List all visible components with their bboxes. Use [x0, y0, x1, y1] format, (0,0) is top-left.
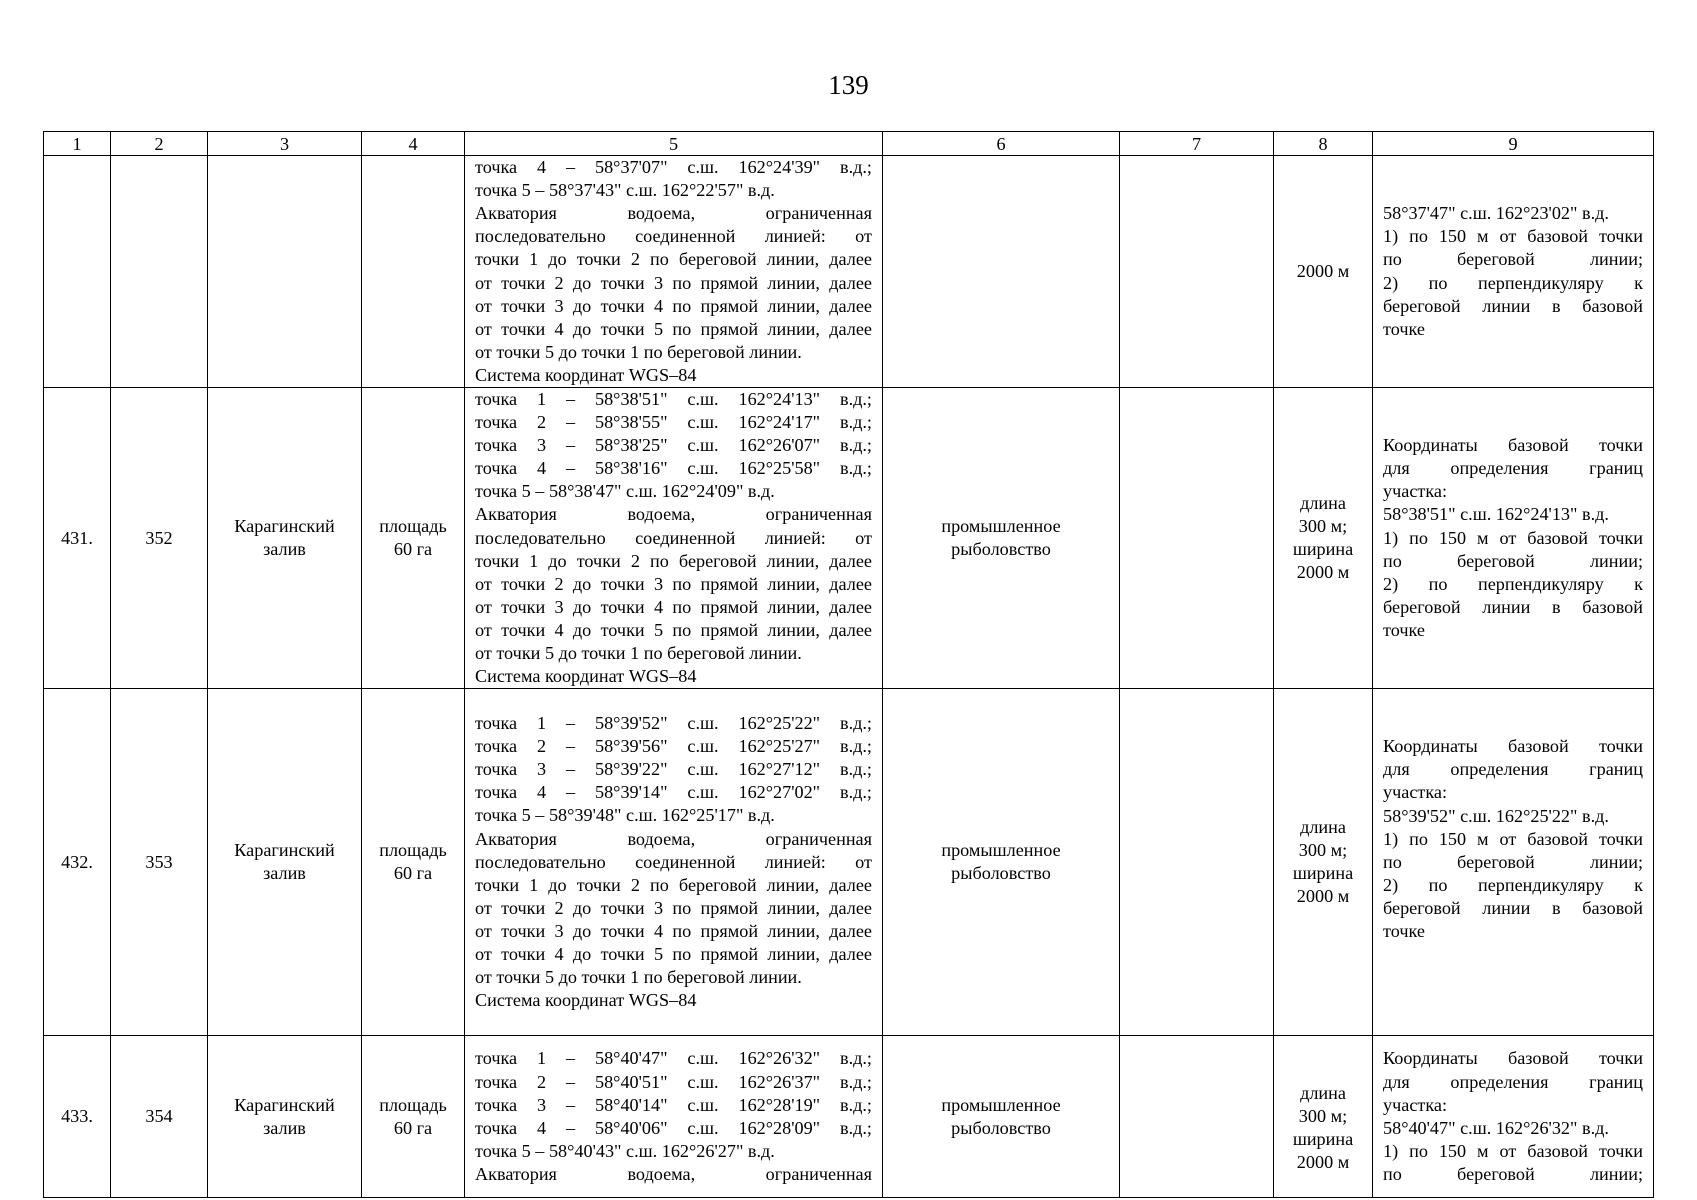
boundary-line: точка 5 – 58°37'43" с.ш. 162°22'57" в.д.	[475, 180, 775, 201]
base-point-line: 58°40'47" с.ш. 162°26'32" в.д.	[1383, 1117, 1609, 1138]
water-body-cell	[208, 388, 362, 689]
empty-cell	[1120, 689, 1274, 1036]
water-body-line: Карагинский	[234, 516, 335, 537]
fishing-areas-table	[43, 131, 1654, 1198]
boundary-description-cell	[465, 1036, 883, 1198]
base-point-line: для определения границ	[1383, 759, 1643, 780]
boundary-line: точки 1 до точки 2 по береговой линии, далее	[475, 550, 872, 571]
row-number-cell	[44, 689, 111, 1036]
dimensions-line: 300 м;	[1298, 1106, 1348, 1127]
water-body-cell	[208, 689, 362, 1036]
dimensions-cell	[1274, 156, 1373, 388]
boundary-line: точки 1 до точки 2 по береговой линии, далее	[475, 249, 872, 270]
water-body-cell	[208, 1036, 362, 1198]
boundary-line: Система координат WGS–84	[475, 666, 697, 687]
area-number-cell	[111, 156, 208, 388]
area-number: 352	[145, 527, 173, 548]
base-point-line: 58°39'52" с.ш. 162°25'22" в.д.	[1383, 805, 1609, 826]
boundary-line: от точки 4 до точки 5 по прямой линии, далее	[475, 619, 872, 640]
base-point-line: участка:	[1383, 782, 1448, 803]
boundary-line: от точки 5 до точки 1 по береговой линии.	[475, 341, 802, 362]
boundary-line: Акватория водоема, ограниченная	[475, 1163, 872, 1184]
boundary-line: точка 5 – 58°38'47" с.ш. 162°24'09" в.д.	[475, 481, 775, 502]
boundary-description-cell	[465, 689, 883, 1036]
water-body-line: залив	[263, 863, 306, 884]
base-point-cell	[1373, 1036, 1654, 1198]
base-point-line: для определения границ	[1383, 458, 1643, 479]
base-point-line: участка:	[1383, 481, 1448, 502]
column-header: 3	[208, 132, 362, 156]
boundary-line: точка 4 – 58°37'07" с.ш. 162°24'39" в.д.;	[475, 157, 872, 178]
row-number: 433.	[61, 1106, 93, 1127]
dimensions-line: длина	[1300, 492, 1346, 513]
base-point-line: 58°37'47" с.ш. 162°23'02" в.д.	[1383, 203, 1609, 224]
empty-cell	[1120, 156, 1274, 388]
base-point-line: по береговой линии;	[1383, 851, 1643, 872]
base-point-line: 1) по 150 м от базовой точки	[1383, 828, 1643, 849]
boundary-line: Система координат WGS–84	[475, 990, 697, 1011]
boundary-line: последовательно соединенной линией: от	[475, 527, 872, 548]
area-size-line: 60 га	[393, 1117, 433, 1138]
column-header: 5	[465, 132, 883, 156]
table-row	[44, 388, 1654, 689]
base-point-line: береговой линии в базовой	[1383, 596, 1643, 617]
boundary-line: от точки 4 до точки 5 по прямой линии, далее	[475, 944, 872, 965]
table-row	[44, 1036, 1654, 1198]
water-body-line: залив	[263, 539, 306, 560]
base-point-line: точке	[1383, 318, 1425, 339]
row-number-cell	[44, 1036, 111, 1198]
page-number: 139	[828, 70, 869, 100]
boundary-line: точка 2 – 58°40'51" с.ш. 162°26'37" в.д.;	[475, 1071, 872, 1092]
usage-type-line: промышленное	[941, 516, 1061, 537]
boundary-line: от точки 3 до точки 4 по прямой линии, далее	[475, 596, 872, 617]
area-size-cell	[362, 1036, 465, 1198]
base-point-line: точке	[1383, 619, 1425, 640]
base-point-line: береговой линии в базовой	[1383, 897, 1643, 918]
boundary-line: точка 1 – 58°40'47" с.ш. 162°26'32" в.д.;	[475, 1048, 872, 1069]
boundary-line: точка 2 – 58°38'55" с.ш. 162°24'17" в.д.;	[475, 412, 872, 433]
boundary-line: Система координат WGS–84	[475, 364, 697, 385]
boundary-description-cell	[465, 156, 883, 388]
base-point-cell	[1373, 388, 1654, 689]
boundary-line: точка 4 – 58°40'06" с.ш. 162°28'09" в.д.;	[475, 1117, 872, 1138]
area-number-cell	[111, 388, 208, 689]
base-point-line: для определения границ	[1383, 1071, 1643, 1092]
boundary-line: от точки 4 до точки 5 по прямой линии, далее	[475, 318, 872, 339]
dimensions-line: ширина	[1292, 863, 1354, 884]
water-body-cell	[208, 156, 362, 388]
area-size-cell	[362, 689, 465, 1036]
column-header: 8	[1274, 132, 1373, 156]
boundary-line: от точки 3 до точки 4 по прямой линии, далее	[475, 295, 872, 316]
boundary-line: точка 2 – 58°39'56" с.ш. 162°25'27" в.д.;	[475, 736, 872, 757]
base-point-line: береговой линии в базовой	[1383, 295, 1643, 316]
dimensions-line: 300 м;	[1298, 840, 1348, 861]
area-size-line: площадь	[379, 1094, 447, 1115]
column-header: 7	[1120, 132, 1274, 156]
base-point-line: 2) по перпендикуляру к	[1383, 874, 1643, 895]
boundary-line: последовательно соединенной линией: от	[475, 226, 872, 247]
boundary-line: Акватория водоема, ограниченная	[475, 828, 872, 849]
base-point-line: Координаты базовой точки	[1383, 736, 1643, 757]
area-number: 353	[145, 851, 173, 872]
area-size-line: 60 га	[393, 863, 433, 884]
dimensions-line: длина	[1300, 1083, 1346, 1104]
base-point-line: по береговой линии;	[1383, 550, 1643, 571]
table-row	[44, 689, 1654, 1036]
boundary-line: точка 3 – 58°38'25" с.ш. 162°26'07" в.д.;	[475, 435, 872, 456]
base-point-line: 2) по перпендикуляру к	[1383, 573, 1643, 594]
water-body-line: Карагинский	[234, 840, 335, 861]
boundary-line: Акватория водоема, ограниченная	[475, 504, 872, 525]
area-number-cell	[111, 1036, 208, 1198]
dimensions-line: 2000 м	[1296, 886, 1350, 907]
usage-type-line: рыболовство	[951, 1117, 1051, 1138]
usage-type-line: рыболовство	[951, 539, 1051, 560]
row-number-cell	[44, 388, 111, 689]
boundary-line: Акватория водоема, ограниченная	[475, 203, 872, 224]
base-point-line: Координаты базовой точки	[1383, 1048, 1643, 1069]
table-row	[44, 156, 1654, 388]
empty-cell	[1120, 388, 1274, 689]
column-header: 4	[362, 132, 465, 156]
dimensions-line: ширина	[1292, 1129, 1354, 1150]
area-size-cell	[362, 156, 465, 388]
boundary-line: от точки 5 до точки 1 по береговой линии.	[475, 643, 802, 664]
base-point-line: 1) по 150 м от базовой точки	[1383, 226, 1643, 247]
column-header: 9	[1373, 132, 1654, 156]
column-number-row	[44, 132, 1654, 156]
usage-type-cell	[883, 1036, 1120, 1198]
column-header: 2	[111, 132, 208, 156]
base-point-line: участка:	[1383, 1094, 1448, 1115]
boundary-line: от точки 2 до точки 3 по прямой линии, далее	[475, 272, 872, 293]
area-size-line: 60 га	[393, 539, 433, 560]
usage-type-line: промышленное	[941, 1094, 1061, 1115]
usage-type-cell	[883, 689, 1120, 1036]
base-point-line: Координаты базовой точки	[1383, 435, 1643, 456]
base-point-cell	[1373, 689, 1654, 1036]
water-body-line: Карагинский	[234, 1094, 335, 1115]
boundary-description-cell	[465, 388, 883, 689]
column-header: 1	[44, 132, 111, 156]
dimensions-line: 2000 м	[1296, 562, 1350, 583]
base-point-line: 2) по перпендикуляру к	[1383, 272, 1643, 293]
row-number: 432.	[61, 851, 93, 872]
boundary-line: точка 5 – 58°39'48" с.ш. 162°25'17" в.д.	[475, 805, 775, 826]
area-number: 354	[145, 1106, 173, 1127]
dimensions-line: длина	[1300, 817, 1346, 838]
column-header: 6	[883, 132, 1120, 156]
base-point-line: 1) по 150 м от базовой точки	[1383, 1140, 1643, 1161]
boundary-line: точки 1 до точки 2 по береговой линии, далее	[475, 874, 872, 895]
row-number: 431.	[61, 527, 93, 548]
boundary-line: точка 5 – 58°40'43" с.ш. 162°26'27" в.д.	[475, 1140, 775, 1161]
dimensions-cell	[1274, 388, 1373, 689]
base-point-cell	[1373, 156, 1654, 388]
base-point-line: точке	[1383, 920, 1425, 941]
boundary-line: от точки 3 до точки 4 по прямой линии, далее	[475, 920, 872, 941]
area-size-line: площадь	[379, 516, 447, 537]
row-number-cell	[44, 156, 111, 388]
boundary-line: точка 3 – 58°40'14" с.ш. 162°28'19" в.д.;	[475, 1094, 872, 1115]
boundary-line: точка 1 – 58°38'51" с.ш. 162°24'13" в.д.;	[475, 389, 872, 409]
area-size-line: площадь	[379, 840, 447, 861]
base-point-line: 1) по 150 м от базовой точки	[1383, 527, 1643, 548]
boundary-line: последовательно соединенной линией: от	[475, 851, 872, 872]
dimensions-cell	[1274, 1036, 1373, 1198]
boundary-line: от точки 2 до точки 3 по прямой линии, далее	[475, 573, 872, 594]
water-body-line: залив	[263, 1117, 306, 1138]
base-point-line: по береговой линии;	[1383, 1163, 1643, 1184]
base-point-line: 58°38'51" с.ш. 162°24'13" в.д.	[1383, 504, 1609, 525]
dimensions-line: 2000 м	[1296, 260, 1350, 281]
dimensions-cell	[1274, 689, 1373, 1036]
base-point-line: по береговой линии;	[1383, 249, 1643, 270]
usage-type-cell	[883, 388, 1120, 689]
boundary-line: от точки 2 до точки 3 по прямой линии, далее	[475, 897, 872, 918]
dimensions-line: 2000 м	[1296, 1152, 1350, 1173]
usage-type-line: промышленное	[941, 840, 1061, 861]
boundary-line: точка 3 – 58°39'22" с.ш. 162°27'12" в.д.;	[475, 759, 872, 780]
dimensions-line: ширина	[1292, 539, 1354, 560]
usage-type-line: рыболовство	[951, 863, 1051, 884]
dimensions-line: 300 м;	[1298, 516, 1348, 537]
empty-cell	[1120, 1036, 1274, 1198]
boundary-line: точка 1 – 58°39'52" с.ш. 162°25'22" в.д.;	[475, 713, 872, 734]
area-number-cell	[111, 689, 208, 1036]
boundary-line: от точки 5 до точки 1 по береговой линии.	[475, 967, 802, 988]
boundary-line: точка 4 – 58°39'14" с.ш. 162°27'02" в.д.;	[475, 782, 872, 803]
area-size-cell	[362, 388, 465, 689]
boundary-line: точка 4 – 58°38'16" с.ш. 162°25'58" в.д.;	[475, 458, 872, 479]
usage-type-cell	[883, 156, 1120, 388]
